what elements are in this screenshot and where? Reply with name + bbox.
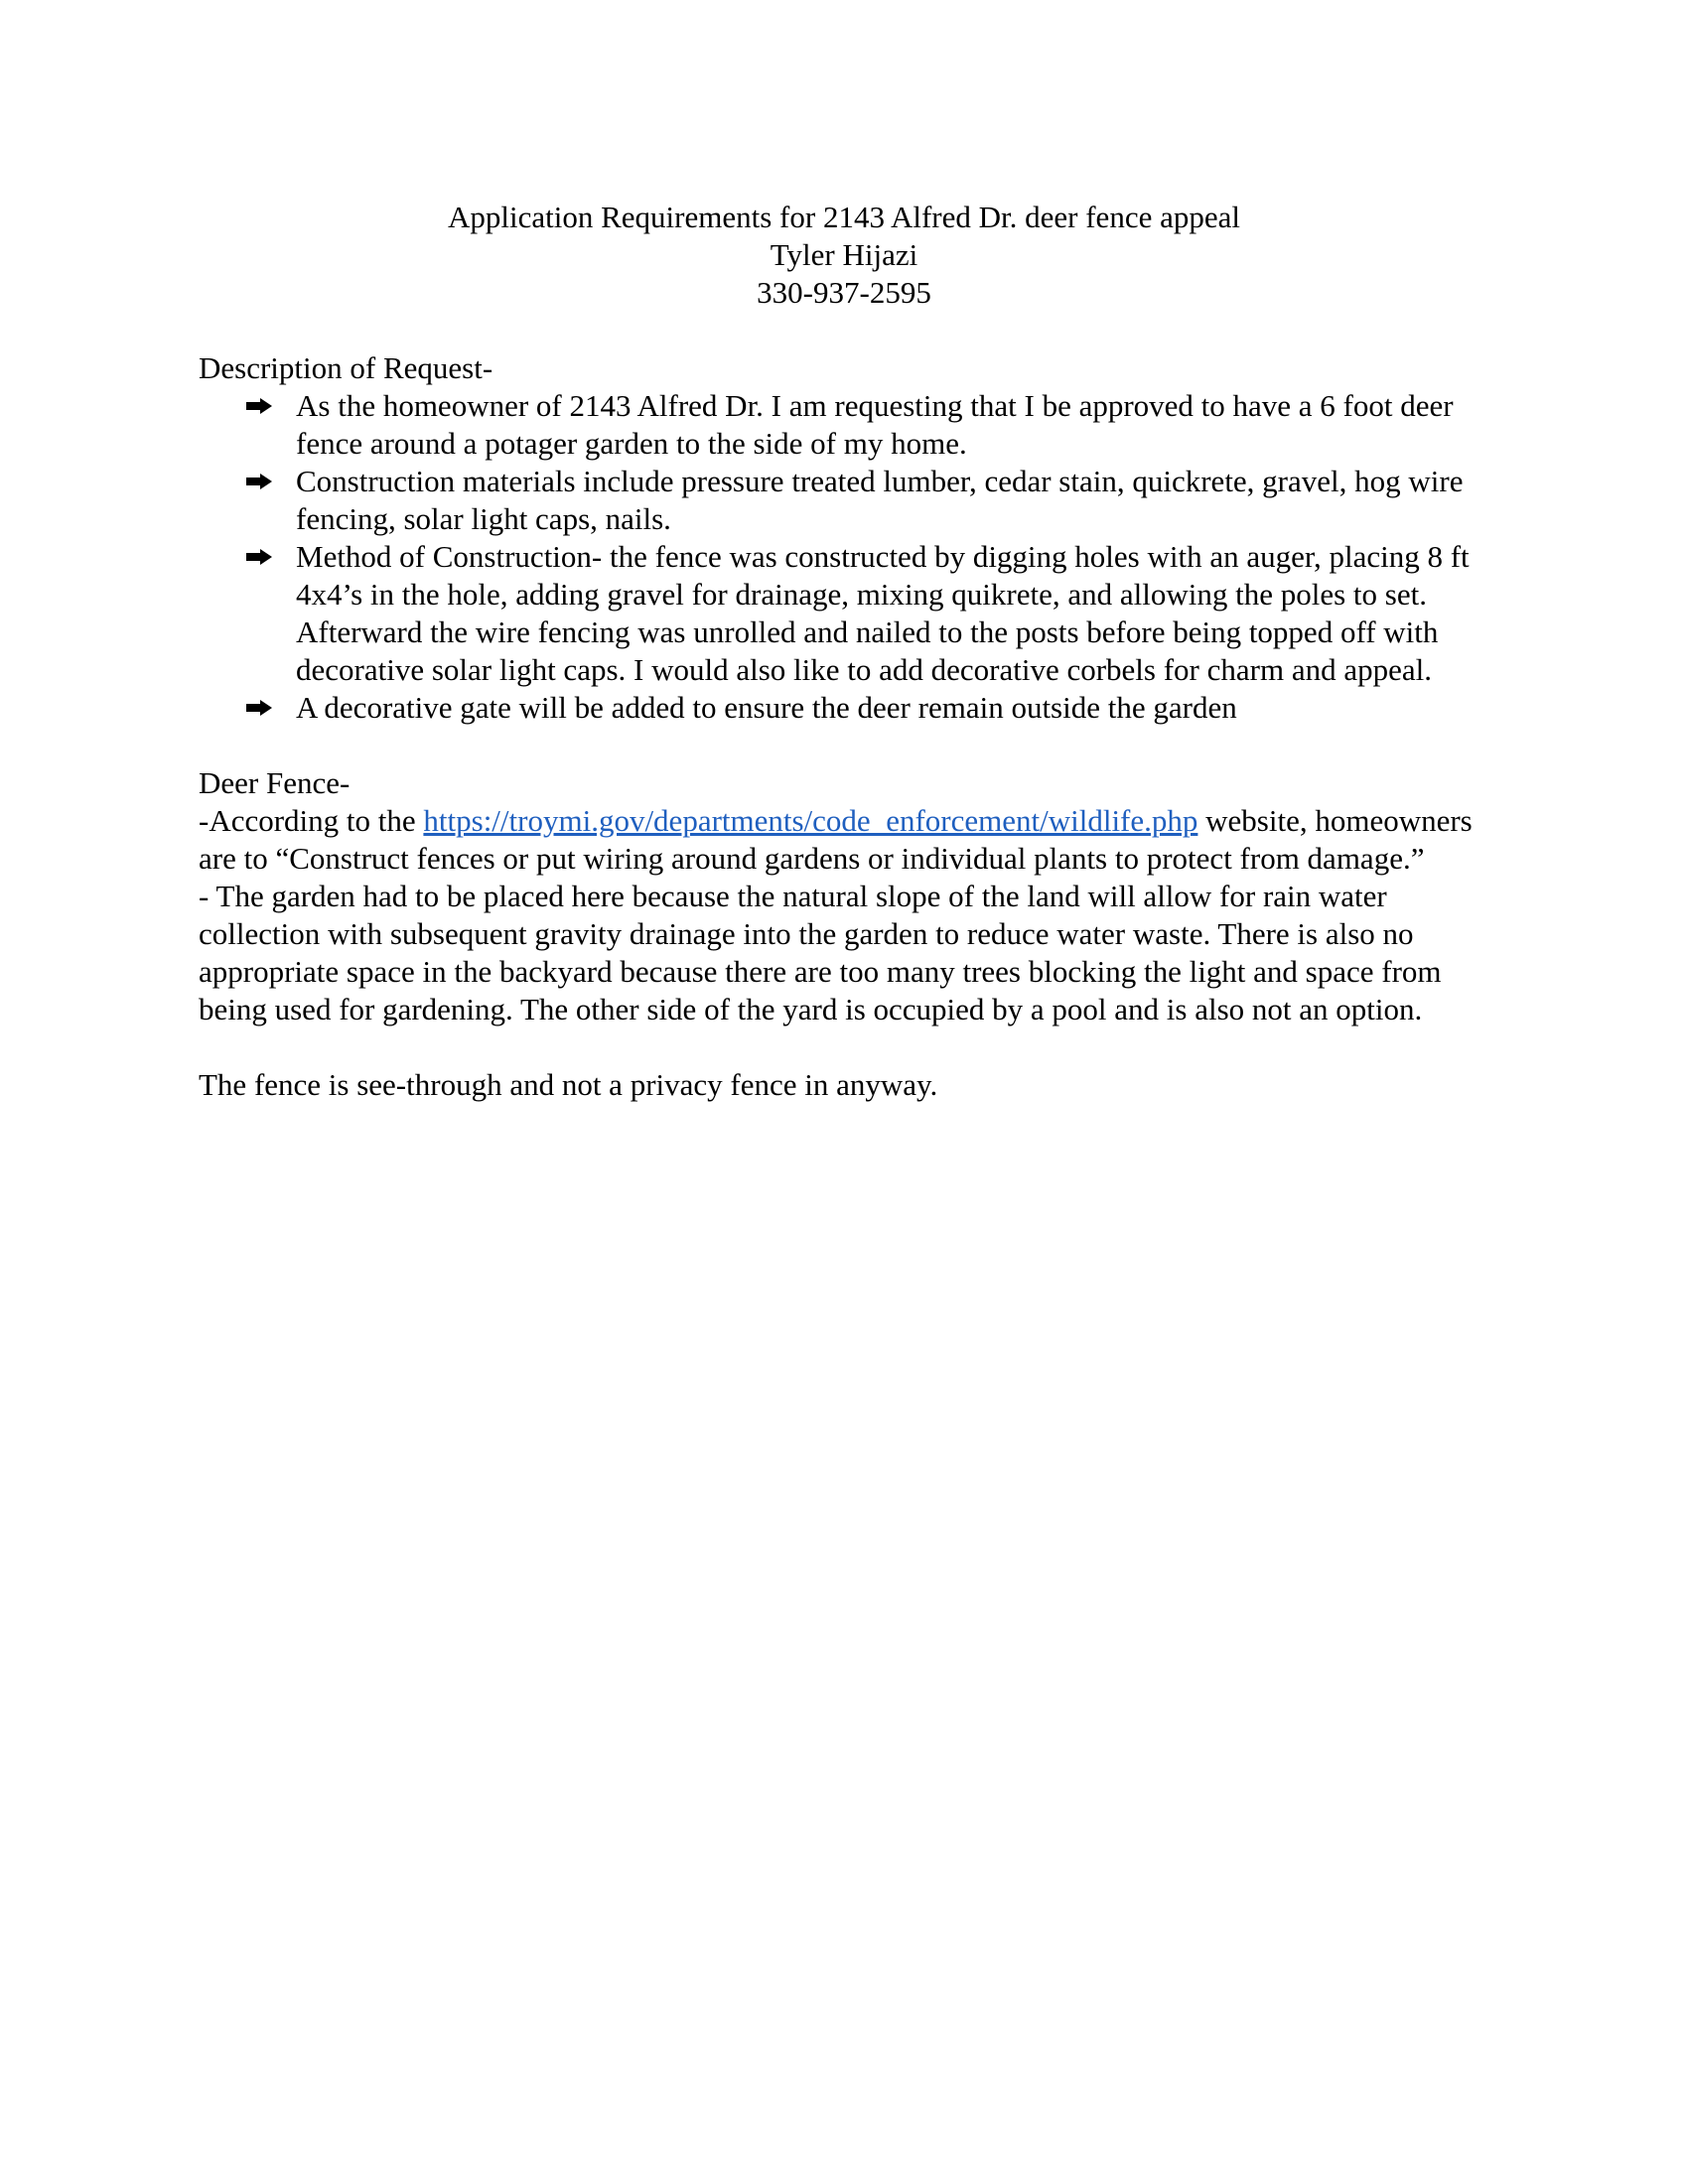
right-arrow-icon [246,700,272,716]
document-header [0,199,1688,312]
description-heading: Description of Request- [199,350,493,385]
list-item [199,538,1499,689]
applicant-name: Tyler Hijazi [770,237,918,272]
right-arrow-icon [246,474,272,489]
bullet-text: A decorative gate will be added to ensure the deer remain outside the garden [296,690,1237,725]
wildlife-website-link[interactable]: https://troymi.gov/departments/code_enforcement/wildlife.php [423,803,1198,838]
garden-placement-paragraph: - The garden had to be placed here because the natural slope of the land will allow for rain water collection with subsequent gravity drainage into the garden to reduce water waste. There is also no appropriate space in the backyard because there are too many trees blocking the light and space from being used for gardening. The other side of the yard is occupied by a pool and is also not an option. [199,879,1442,1026]
right-arrow-icon [246,398,272,414]
applicant-phone: 330-937-2595 [757,275,931,310]
paragraph-text: website, homeowners are to “Construct fences or put wiring around gardens or individual plants to protect from damage.” [199,803,1473,876]
bullet-text: As the homeowner of 2143 Alfred Dr. I am requesting that I be approved to have a 6 foot deer fence around a potager garden to the side of my home. [296,388,1454,461]
description-bullet-list [199,387,1499,727]
wildlife-reference-paragraph [199,802,1499,878]
document-title: Application Requirements for 2143 Alfred Dr. deer fence appeal [448,200,1240,234]
right-arrow-icon [246,549,272,565]
closing-statement: The fence is see-through and not a privacy fence in anyway. [199,1067,938,1102]
list-item [199,387,1499,463]
bullet-text: Construction materials include pressure treated lumber, cedar stain, quickrete, gravel, hog wire fencing, solar light caps, nails. [296,464,1464,536]
deer-fence-heading: Deer Fence- [199,765,351,800]
list-item [199,463,1499,538]
bullet-text: Method of Construction- the fence was constructed by digging holes with an auger, placing 8 ft 4x4’s in the hole, adding gravel for drainage, mixing quikrete, and allowing the poles to set. Afterward the wire fencing was unrolled and nailed to the posts before being topped off with decorative solar light caps. I would also like to add decorative corbels for charm and appeal. [296,539,1470,687]
list-item [199,689,1499,727]
spacer [199,727,1499,764]
spacer [199,1028,1499,1066]
document-body [199,349,1499,1104]
paragraph-text: -According to the [199,803,424,838]
